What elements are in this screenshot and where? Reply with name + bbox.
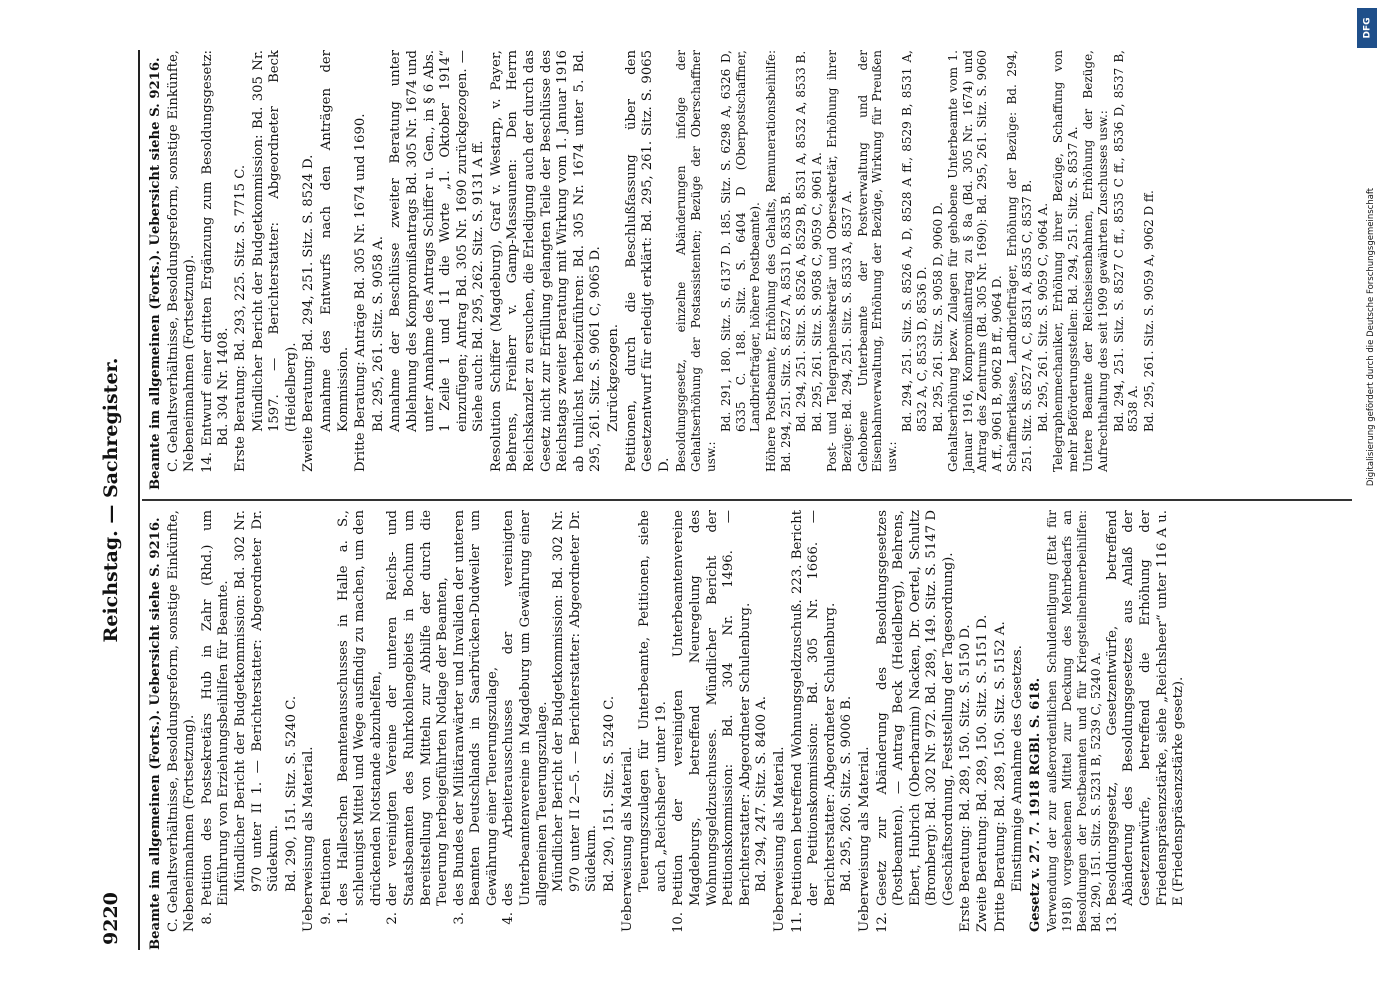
header-rule [138,50,140,950]
index-line: Dritte Beratung: Anträge Bd. 305 Nr. 1674 und 1690. [353,113,369,472]
entry-number: 4. [501,912,517,925]
entry-number: 12. [874,912,890,933]
index-line: Ueberweisung als Material. [619,746,635,932]
index-subline: Teuerungszulagen für Unterbeamte, Petitionen, siehe auch „Reichsheer“ unter 19. [637,510,669,892]
index-note-reference: Bd. 291, 180. Sitz. S. 6137 D. 185. Sitz. S. 6298 A, 6326 D, 6335 C. 188. Sitz. S. 6404 D (Oberpostschaffner, Landbriefträger, höhere Postbeamte). [719,50,763,432]
index-line: Erste Beratung: Bd. 293, 225. Sitz. S. 7715 C. [232,164,248,472]
index-line: Ueberweisung als Material. [771,746,787,932]
dfg-logo-text: DFG [1362,17,1373,39]
entry-text: Entwurf einer dritten Ergänzung zum Besoldungsgesetz: Bd. 304 Nr. 1408. [199,50,232,446]
index-entry [671,510,754,950]
credit-text: Digitalisierung gefördert durch die Deutsche Forschungsgemeinschaft [1366,187,1376,487]
index-note: Telegraphenmechaniker, Erhöhung ihrer Bezüge, Schaffung von mehr Beförderungsstellen: Bd. 294, 251. Sitz. S. 8537 A. [1051,50,1080,472]
entry-number: 2. [385,912,401,925]
entry-number: 3. [451,912,467,925]
index-subline: Einstimmige Annahme des Gesetzes. [1010,645,1026,892]
index-subline: Mündlicher Bericht der Budgetkommission: Bd. 305 Nr. 1597. — Berichterstatter: Abgeordneter Beck (Heidelberg). [250,50,299,432]
entry-text: des Arbeiterausschusses der vereinigten Unterbeamtenvereine in Magdeburg um Gewährung einer allgemeinen Teuerungszulage. [501,510,550,906]
index-note-reference: Bd. 295, 261. Sitz. S. 9059 A, 9062 D ff. [1141,190,1156,432]
index-note: Gehobene Unterbeamte der Postverwaltung und der Eisenbahnverwaltung, Erhöhung der Bezüge, Wirkung für Preußen usw.: [855,50,899,472]
index-note-reference: Bd. 294, 251. Sitz. S. 8526 A, 8529 B, 8531 A, 8532 A, 8533 B. [794,50,809,432]
entry-text: Besoldungsgesetz, Gesetzentwürfe, betreffend Abänderung des Besoldungsgesetzes aus Anlaß der Gesetzentwürfe, betreffend die Erhöhung der Friedenspräsenzstärke, siehe „Reichsheer“ unter 116 A u. E (Friedenspräsenzstärke gesetz). [1104,510,1187,906]
entry-text: des Halleschen Beamtenausschusses in Halle a. S., schleunigst Mittel und Wege ausfindig zu machen, um den drückenden Notstande abzuhelfen, [335,510,384,906]
law-reference: Gesetz v. 27. 7. 1918 RGBl. S. 618. [1027,677,1043,932]
entry-text: Gesetz zur Abänderung des Besoldungsgesetzes (Postbeamten). — Antrag Beck (Heidelberg), Behrens, Ebert, Hubrich (Oberbarnim) Nacken, Dr. Oertel, Schultz (Bromberg): Bd. 302 Nr. 972. Bd. 289, 149. Sitz. S. 5147 D (Geschäftsordnung, Feststellung der Tagesordnung). [874,510,956,906]
entry-number: 10. [671,912,687,933]
index-subline: Bd. 295, 260. Sitz. S. 9006 B. [839,695,855,892]
index-note-reference: Bd. 295, 261. Sitz. S. 9058 C, 9059 C, 9061 A. [809,152,824,432]
page-header [100,35,130,965]
index-line: C. Gehaltsverhältnisse, Besoldungsreform, sonstige Einkünfte, Nebeneinnahmen (Fortsetzung). [165,50,198,472]
entry-text: des Bundes der Militäranwärter und Invaliden der unteren Beamten Deutschlands in Saarbrücken-Dudweiler um Gewährung einer Teuerungszulage, [451,510,500,906]
index-entry [452,510,502,950]
index-entry [319,510,336,950]
index-entry [1105,510,1188,950]
document-page [60,35,1350,965]
index-subline: Bd. 295, 261. Sitz. S. 9058 A. [370,236,386,432]
index-subline: Zurückgezogen. [606,324,622,432]
index-subline: Mündlicher Bericht der Budgetkommission: Bd. 302 Nr. 970 unter II 1. — Berichterstatter: Abgeordneter Dr. Südekum. [232,510,282,892]
left-column [148,510,1348,950]
index-entry [200,510,233,950]
entry-number: 14. [199,452,215,473]
index-entry [501,510,551,950]
index-note-reference: Bd. 295, 261. Sitz. S. 9059 C, 9064 A. [1035,202,1050,432]
index-subline: Mündlicher Bericht der Budgetkommission: Bd. 302 Nr. 970 unter II 2—5. — Berichterstatter: Abgeordneter Dr. Südekum. [551,510,600,892]
index-subline: Annahme des Entwurfs nach den Anträgen der Kommission. [318,50,351,432]
index-note: Untere Beamte der Reichseisenbahnen, Erhöhung der Bezüge, Aufrechthaltung des seit 1909 gewährten Zuschusses usw.: [1081,50,1111,472]
entry-text: Petition des Postsekretärs Hub in Zahr (Rhd.) um Einführung von Erziehungsbeihilfen für Beamte. [199,510,232,906]
entry-number: 13. [1104,912,1120,933]
index-line: Ueberweisung als Material. [856,746,872,932]
index-subline: Bd. 290, 151. Sitz. S. 5240 C. [283,695,299,892]
index-line: C. Gehaltsverhältnisse, Besoldungsreform, sonstige Einkünfte, Nebeneinnahmen (Fortsetzung). [165,510,198,932]
entry-number: 11. [789,912,805,933]
index-line: Erste Beratung: Bd. 289, 150. Sitz. S. 5150 D. [957,624,973,932]
index-note: Höhere Postbeamte, Erhöhung des Gehalts, Remunerationsbeihilfe: Bd. 294, 251. Sitz. S. 8527 A, 8531 D, 8535 B. [763,50,793,472]
entry-text: Petitionen betreffend Wohnungsgeldzuschuß. 223. Bericht der Petitionskommission: Bd. 305 Nr. 1666. — Berichterstatter: Abgeordneter Schulenburg. [789,510,838,906]
index-line: Resolution Schiffer (Magdeburg), Graf v. Westarp, v. Payer, Behrens, Freiherr v. Gamp-Massaunen: Den Herrn Reichskanzler zu ersuchen, die Erledigung auch der durch das Gesetz nicht zur Erfüllung gelangten Teile der Beschlüsse des Reichstags zweiter Beratung mit Wirkung vom 1. Januar 1916 ab tunlichst herbeizuführen: Bd. 305 Nr. 1674 unter 5. Bd. 295, 261. Sitz. S. 9061 C, 9065 D. [488,50,604,472]
section-heading: Beamte im allgemeinen (Forts.). Uebersicht siehe S. 9216. [148,57,163,490]
index-line: Ueberweisung als Material. [301,746,317,932]
index-entry [875,510,958,950]
index-subline: Annahme der Beschlüsse zweiter Beratung unter Ablehnung des Kompromißantrags Bd. 305 Nr. 1674 und unter Annahme des Antrags Schiffer u. Gen., in § 6 Abs. 1 Zeile 1 und 11 die Worte „1. Oktober 1914“ einzufügen; Antrag Bd. 305 Nr. 1690 zurückgezogen. — Siehe auch: Bd. 295, 262. Sitz. S. 9131 A ff. [388,50,487,432]
index-note: Post- und Telegraphensekretär und Obersekretär, Erhöhung ihrer Bezüge: Bd. 294, 251. Sitz. S. 8533 A, 8537 A. [825,50,854,472]
index-subline: Bd. 294, 247. Sitz. S. 8400 A. [754,696,770,892]
dfg-logo [1357,8,1377,48]
entry-text: Petitionen [318,838,334,906]
entry-text: der vereinigten Vereine der unteren Reichs- und Staatsbeamten des Ruhrkohlengebiets in Bochum um Bereitstellung von Mitteln zur Abhilfe der durch die Teuerung herbeigeführten Notlage der Beamten, [385,510,451,906]
index-line: Zweite Beratung: Bd. 289, 150. Sitz. S. 5151 D. [975,614,991,932]
right-column [148,50,1348,490]
entry-number: 1. [335,912,351,925]
index-line: Petitionen, durch die Beschlußfassung über den Gesetzentwurf für erledigt erklärt: Bd. 295, 261. Sitz. S. 9065 D. [623,50,672,472]
index-note-reference: Bd. 294, 251. Sitz. S. 8527 C ff., 8535 C ff., 8536 D, 8537 B, 8538 A. [1111,50,1141,432]
entry-number: 8. [199,912,215,925]
index-entry [336,510,386,950]
index-note: Gehaltserhöhung bezw. Zulagen für gehobene Unterbeamte vom 1. Januar 1916, Kompromißantrag zu § 8a (Bd. 305 Nr. 1674) und Antrag des Zentrums (Bd. 305 Nr. 1690): Bd. 295, 261. Sitz. S. 9060 A ff., 9061 B, 9062 B ff., 9064 D. [946,50,1004,472]
index-note: Besoldungsgesetz, einzelne Abänderungen infolge der Gehaltserhöhung der Postassistenten; Bezüge der Oberschaffner usw.: [674,50,718,472]
index-note: Verwendung der zur außerordentlichen Schuldentilgung (Etat für 1918) vorgesehenen Mittel zur Deckung des Mehrbedarfs an Besoldungen der Postbeamten und für Kriegsteilnehmerbeihilfen: Bd. 290, 151. Sitz. S. 5231 B, 5239 C, 5240 A. [1045,510,1104,932]
index-line: Zweite Beratung: Bd. 294, 251. Sitz. S. 8524 D. [301,154,317,472]
index-subline: Bd. 290, 151. Sitz. S. 5240 C. [602,695,618,892]
digitization-credit [1364,52,1378,622]
index-line: Dritte Beratung: Bd. 289, 150. Sitz. S. 5152 A. [992,621,1008,932]
index-entry [385,510,451,950]
entry-text: Petition der vereinigten Unterbeamtenvereine Magdeburgs, betreffend Neuregelung des Wohnungsgeldzuschusses. Mündlicher Bericht der Petitionskommission: Bd. 304 Nr. 1496. — Berichterstatter: Abgeordneter Schulenburg. [671,510,753,906]
column-divider [142,499,1352,501]
section-heading: Beamte im allgemeinen (Forts.). Uebersicht siehe S. 9216. [148,517,163,950]
running-title: Reichstag. — Sachregister. [100,357,122,643]
index-entry [200,50,233,490]
page-number: 9220 [100,892,122,945]
index-note-reference: Bd. 294, 251. Sitz. S. 8526 A, D, 8528 A ff., 8529 B, 8531 A, 8532 A, C, 8533 D, 8536 D. [900,50,929,432]
entry-number: 9. [318,912,334,925]
index-note: Schaffnerklasse, Landbriefträger, Erhöhung der Bezüge: Bd. 294, 251. Sitz. S. 8527 A, C, 8531 A, 8535 C, 8537 B. [1005,50,1035,472]
index-entry [790,510,840,950]
index-note-reference: Bd. 295, 261. Sitz. S. 9058 D, 9060 D. [930,202,945,432]
